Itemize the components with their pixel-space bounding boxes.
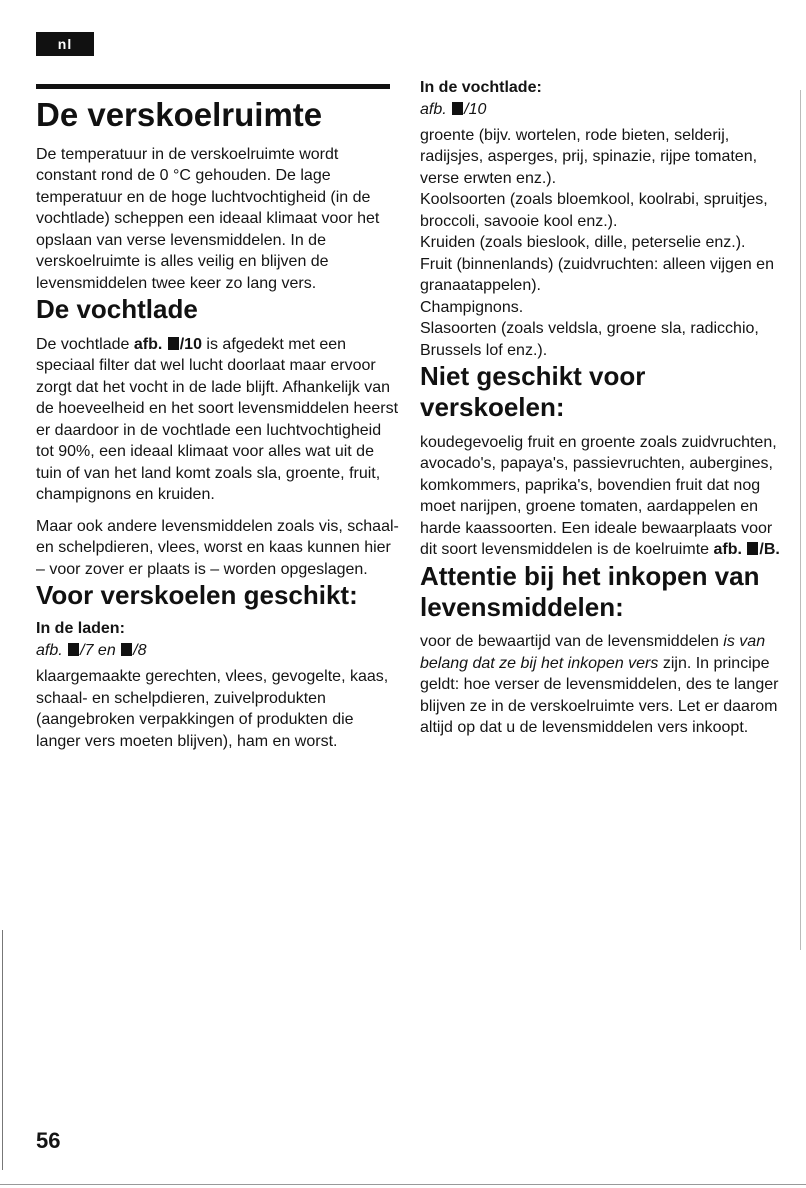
laden-subheading: In de laden: [36, 620, 125, 638]
figure-prefix: afb. [133, 335, 167, 353]
vochtlade-paragraph-2: Maar ook andere levensmiddelen zoals vis, schaal- en schelpdieren, vlees, worst en kaas kunnen hier – voor zover er plaats is – worden opgeslagen. [36, 517, 399, 578]
list-item: Slasoorten (zoals veldsla, groene sla, radicchio, Brussels lof enz.). [420, 320, 759, 359]
vochtlade-paragraph-1 [36, 334, 400, 506]
text-run: voor de bewaartijd van de levensmiddelen [420, 633, 724, 651]
text-run: zijn. In principe geldt: hoe verser de levensmiddelen, des te langer blijven ze in de verskoelruimte vers. Let er daarom altijd op dat u de levensmiddelen vers inkoopt. [420, 654, 779, 737]
laden-paragraph: klaargemaakte gerechten, vlees, gevogelte, kaas, schaal- en schelpdieren, zuivelprodukten (aangebroken verpakkingen of produkten die langer vers moeten blijven), ham en worst. [36, 668, 389, 750]
niet-geschikt-paragraph [420, 432, 790, 561]
attentie-paragraph [420, 631, 790, 739]
figure-ref [134, 336, 202, 353]
list-item: Kruiden (zoals bieslook, dille, peterselie enz.). [420, 234, 746, 252]
scan-edge-right [800, 90, 801, 950]
text-run-italic: is van belang dat ze bij het inkopen vers [420, 633, 766, 672]
attentie-heading: Attentie bij het inkopen van levensmiddelen: [420, 560, 760, 622]
scan-edge-left [2, 930, 3, 1170]
right-column [420, 78, 790, 739]
figure-prefix: afb. [36, 642, 68, 660]
vochtlade-heading: De vochtlade [36, 294, 198, 325]
text-run: is afgedekt met een speciaal filter dat wel lucht doorlaat maar ervoor zorgt dat het vocht in de lade blijft. Afhankelijk van de hoeveelheid en het soort levensmiddelen heerst er daardoor in de vochtlade een luchtvochtigheid tot 90%, een ideaal klimaat voor alles wat uit de tuin of van het land komt zoals sla, groente, fruit, champignons en kruiden. [36, 335, 399, 504]
figure-icon [168, 337, 179, 350]
figure-number: /10 [464, 100, 487, 118]
niet-geschikt-heading: Niet geschikt voor verskoelen: [420, 361, 646, 423]
geschikt-heading: Voor verskoelen geschikt: [36, 580, 358, 611]
list-item: Koolsoorten (zoals bloemkool, koolrabi, spruitjes, broccoli, savooie kool enz.). [420, 191, 768, 230]
figure-number: /10 [179, 335, 202, 353]
figure-and: en [93, 642, 121, 660]
text-run: koudegevoelig fruit en groente zoals zuidvruchten, avocado's, papaya's, passievruchten, aubergines, komkommers, paprika's, bovendien fruit dat nog moet narijpen, groene tomaten, aardappelen en harde kaassoorten. Een ideale bewaarplaats voor dit soort levensmiddelen is de koelruimte [420, 433, 777, 559]
figure-icon [452, 102, 463, 115]
figure-number: /8 [133, 642, 147, 660]
list-item: groente (bijv. wortelen, rode bieten, selderij, radijsjes, asperges, prij, spinazie, rijpe tomaten, verse erwten enz.). [420, 126, 758, 187]
figure-prefix: afb. [713, 541, 747, 559]
language-badge: nl [36, 32, 94, 56]
text-run: De vochtlade [36, 335, 134, 353]
figure-prefix: afb. [420, 100, 452, 118]
figure-number: /7 [80, 642, 94, 660]
page-number: 56 [36, 1128, 61, 1153]
figure-icon [747, 542, 758, 555]
bottom-rule [0, 1184, 806, 1185]
list-item: Champignons. [420, 298, 524, 316]
left-column [36, 96, 400, 752]
figure-icon [68, 643, 79, 656]
list-item: Fruit (binnenlands) (zuidvruchten: alleen vijgen en granaatappelen). [420, 255, 774, 295]
figure-ref-vochtlade [420, 99, 790, 121]
vochtlade-subheading: In de vochtlade: [420, 79, 542, 96]
intro-paragraph: De temperatuur in de verskoelruimte wordt constant rond de 0 °C gehouden. De lage temperatuur en de hoge luchtvochtigheid (in de vochtlade) scheppen een ideaal klimaat voor het opslaan van verse levensmiddelen. In de verskoelruimte is alles veilig en blijven de levensmiddelen twee keer zo lang vers. [36, 145, 380, 292]
section-rule [36, 84, 390, 89]
figure-number: /B. [759, 541, 780, 559]
figure-icon [121, 643, 132, 656]
page-title: De verskoelruimte [36, 96, 323, 133]
figure-ref-laden [36, 640, 400, 662]
figure-ref [713, 541, 779, 558]
